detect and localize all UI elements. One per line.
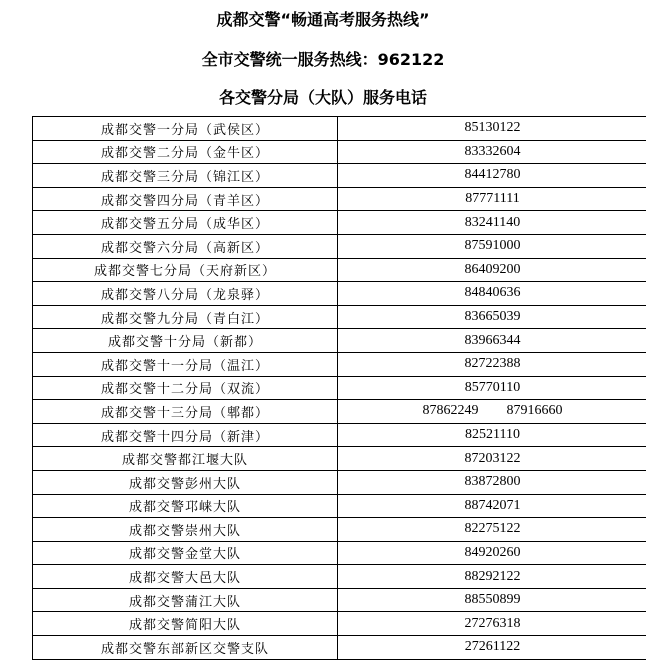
phone-cell — [338, 258, 646, 282]
unit-name-cell: 成都交警十二分局（双流） — [33, 376, 338, 400]
unit-name-cell: 成都交警大邑大队 — [33, 565, 338, 589]
table-row — [33, 329, 646, 353]
phone-number: 87591000 — [464, 238, 521, 254]
unit-name-cell: 成都交警九分局（青白江） — [33, 305, 338, 329]
phone-cell — [338, 470, 646, 494]
phone-cell — [338, 282, 646, 306]
unit-name-cell: 成都交警东部新区交警支队 — [33, 636, 338, 660]
table-row — [33, 494, 646, 518]
phone-number: 27261122 — [464, 639, 521, 655]
table-row — [33, 541, 646, 565]
table-row — [33, 187, 646, 211]
table-subtitle: 各交警分局（大队）服务电话 — [218, 88, 427, 107]
phone-number: 82521110 — [465, 427, 520, 443]
table-row — [33, 423, 646, 447]
phone-cell — [338, 636, 646, 660]
phone-number: 84920260 — [464, 544, 521, 560]
phone-cell — [338, 234, 646, 258]
unit-name-cell: 成都交警十三分局（郫都） — [33, 400, 338, 424]
hotline-heading: 全市交警统一服务热线：962122 — [201, 50, 445, 69]
phone-cell — [338, 612, 646, 636]
phone-cell — [338, 329, 646, 353]
phone-number: 85130122 — [464, 120, 521, 136]
table-row — [33, 282, 646, 306]
phone-cell — [338, 565, 646, 589]
unit-name-cell: 成都交警四分局（青羊区） — [33, 187, 338, 211]
phone-cell — [338, 187, 646, 211]
table-row — [33, 164, 646, 188]
phone-cell — [338, 305, 646, 329]
phone-cell — [338, 211, 646, 235]
phone-number: 83241140 — [464, 214, 521, 230]
table-row — [33, 117, 646, 141]
phone-cell — [338, 541, 646, 565]
phone-number: 83966344 — [464, 332, 521, 348]
unit-name-cell: 成都交警崇州大队 — [33, 518, 338, 542]
phone-number: 88742071 — [464, 497, 521, 513]
phone-cell — [338, 447, 646, 471]
unit-name-cell: 成都交警七分局（天府新区） — [33, 258, 338, 282]
table-row — [33, 234, 646, 258]
unit-name-cell: 成都交警五分局（成华区） — [33, 211, 338, 235]
table-row — [33, 565, 646, 589]
unit-name-cell: 成都交警二分局（金牛区） — [33, 140, 338, 164]
unit-name-cell: 成都交警蒲江大队 — [33, 588, 338, 612]
phone-table — [32, 116, 646, 660]
phone-number: 27276318 — [464, 615, 521, 631]
phone-number: 83665039 — [464, 309, 521, 325]
phone-number: 86409200 — [464, 261, 521, 277]
table-row — [33, 447, 646, 471]
unit-name-cell: 成都交警六分局（高新区） — [33, 234, 338, 258]
unit-name-cell: 成都交警一分局（武侯区） — [33, 117, 338, 141]
phone-cell — [338, 117, 646, 141]
table-row — [33, 400, 646, 424]
phone-number: 83872800 — [464, 474, 521, 490]
phone-cell — [338, 494, 646, 518]
unit-name-cell: 成都交警十一分局（温江） — [33, 352, 338, 376]
phone-number: 82722388 — [464, 356, 521, 372]
table-row — [33, 352, 646, 376]
phone-cell — [338, 588, 646, 612]
phone-cell — [338, 140, 646, 164]
unit-name-cell: 成都交警彭州大队 — [33, 470, 338, 494]
unit-name-cell: 成都交警十分局（新都） — [33, 329, 338, 353]
phone-cell — [338, 164, 646, 188]
phone-number: 83332604 — [464, 143, 521, 159]
unit-name-cell: 成都交警都江堰大队 — [33, 447, 338, 471]
table-row — [33, 470, 646, 494]
phone-cell — [338, 376, 646, 400]
phone-number: 87203122 — [464, 450, 521, 466]
phone-cell — [338, 352, 646, 376]
table-row — [33, 612, 646, 636]
unit-name-cell: 成都交警八分局（龙泉驿） — [33, 282, 338, 306]
phone-number-secondary: 87916660 — [506, 403, 563, 419]
table-row — [33, 211, 646, 235]
table-row — [33, 518, 646, 542]
phone-number: 88292122 — [464, 568, 521, 584]
unit-name-cell: 成都交警金堂大队 — [33, 541, 338, 565]
phone-number: 88550899 — [464, 592, 521, 608]
phone-number: 82275122 — [464, 521, 521, 537]
phone-number: 85770110 — [464, 379, 521, 395]
phone-number: 84840636 — [464, 285, 521, 301]
unit-name-cell: 成都交警简阳大队 — [33, 612, 338, 636]
unit-name-cell: 成都交警十四分局（新津） — [33, 423, 338, 447]
table-row — [33, 588, 646, 612]
phone-number: 84412780 — [464, 167, 521, 183]
unit-name-cell: 成都交警邛崃大队 — [33, 494, 338, 518]
page-title: 成都交警“畅通高考服务热线” — [216, 10, 430, 29]
table-row — [33, 305, 646, 329]
table-row — [33, 376, 646, 400]
phone-number: 87862249 — [422, 403, 479, 419]
table-row — [33, 636, 646, 660]
table-row — [33, 140, 646, 164]
table-row — [33, 258, 646, 282]
unit-name-cell: 成都交警三分局（锦江区） — [33, 164, 338, 188]
phone-number: 87771111 — [465, 191, 520, 207]
phone-cell — [338, 400, 646, 424]
phone-cell — [338, 518, 646, 542]
phone-cell — [338, 423, 646, 447]
